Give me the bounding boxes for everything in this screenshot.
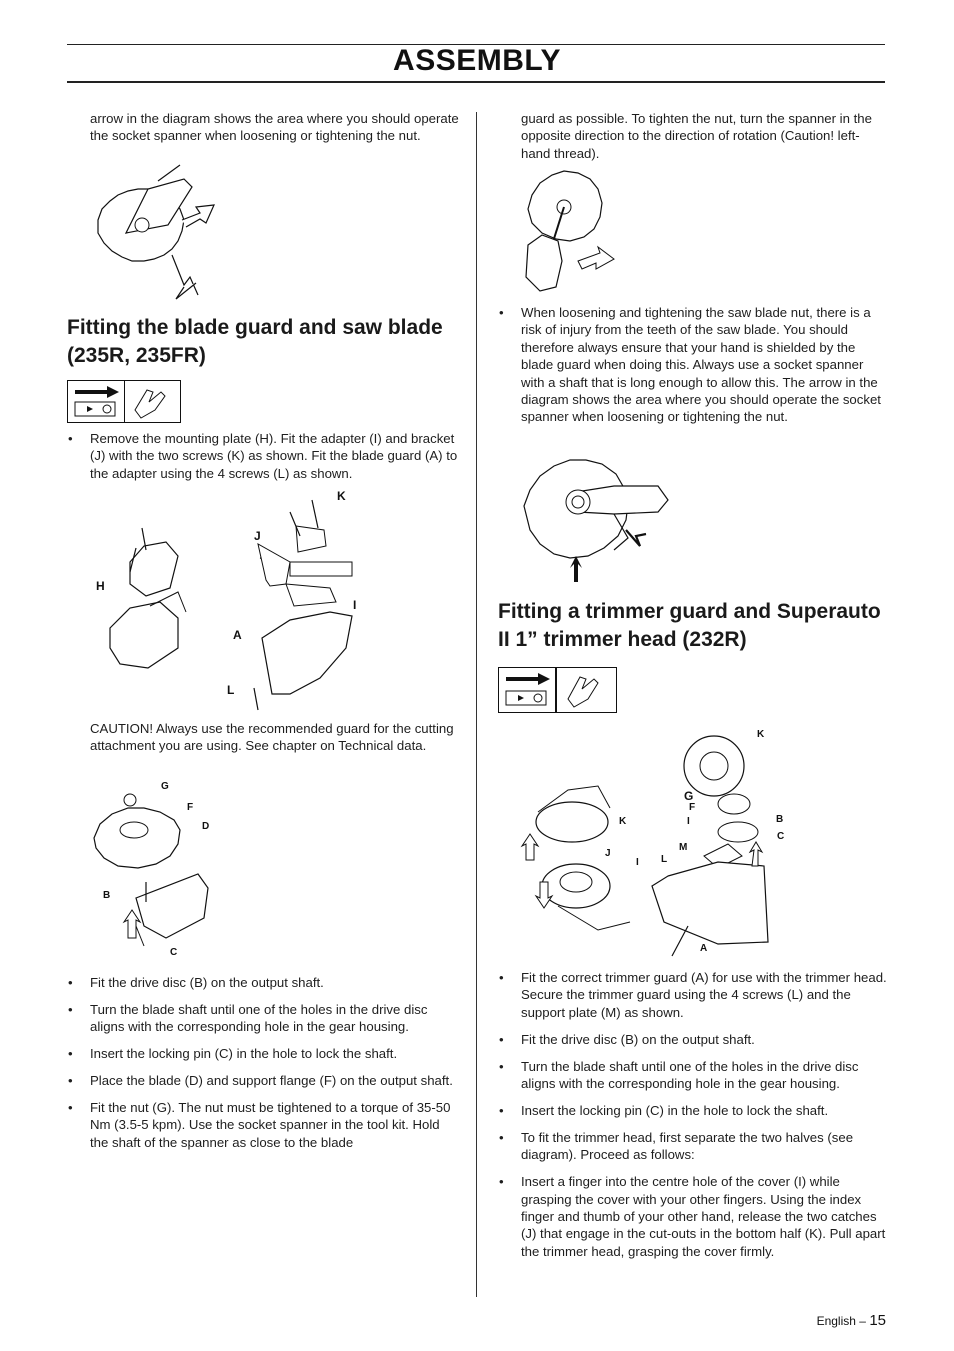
page-title: ASSEMBLY [393, 44, 561, 77]
fig1-label-a: A [233, 628, 242, 642]
fig3-label-j: J [605, 848, 611, 859]
fig1-label-i: I [353, 598, 357, 612]
right-intro-text: guard as possible. To tighten the nut, turn the spanner in the opposite direction to the direction of rotation (Caution! left-hand thread). [521, 111, 872, 161]
fig3-label-f: F [689, 802, 696, 813]
list-item: • Insert the locking pin (C) in the hole to lock the shaft. [499, 1102, 891, 1119]
list-item: • Remove the mounting plate (H). Fit the adapter (I) and bracket (J) with the two screws (K) as shown. Fit the blade guard (A) to the adapter using the 4 screws (L) as shown. [68, 430, 460, 482]
fig3-label-k2: K [619, 816, 627, 827]
fig1-label-k: K [337, 489, 346, 503]
fig2-label-c: C [170, 947, 178, 958]
fig2-label-d: D [202, 821, 210, 832]
fig3-label-c: C [777, 831, 785, 842]
fig3-label-m: M [679, 842, 688, 853]
column-divider [476, 112, 477, 1297]
list-item: • Fit the correct trimmer guard (A) for use with the trimmer head. Secure the trimmer guard using the 4 screws (L) and the support plate (M) as shown. [499, 969, 891, 1021]
fig1-label-h: H [96, 579, 105, 593]
footer-dash: – [859, 1314, 866, 1328]
page-number: 15 [869, 1312, 886, 1329]
saw-blade-socket-figure [88, 165, 218, 300]
blade-stack-figure [88, 778, 218, 958]
fig3-label-a: A [700, 943, 708, 954]
list-item: • Fit the drive disc (B) on the output shaft. [68, 974, 460, 991]
adapter-bracket-figure [90, 488, 355, 710]
fig2-label-b: B [103, 890, 111, 901]
fig3-label-g: G [684, 789, 694, 803]
blade-guard-arrow-figure [518, 452, 673, 587]
bullets-mounting [68, 430, 460, 492]
fig1-label-l: L [227, 683, 235, 697]
list-item: • Insert a finger into the centre hole of the cover (I) while grasping the cover with your other fingers. Using the index finger and thumb of your other hand, release the two catches (J) that engage in the cut-outs in the bottom half (K). Pull apart the trimmer head, grasping the cover firmly. [499, 1173, 891, 1260]
section-heading-blade-guard: Fitting the blade guard and saw blade (235R, 235FR) [67, 316, 443, 367]
list-item: • Turn the blade shaft until one of the holes in the drive disc aligns with the corresponding hole in the gear housing. [499, 1058, 891, 1093]
footer-language: English [816, 1314, 856, 1328]
fig3-label-b: B [776, 814, 784, 825]
spanner-tightening-figure [518, 165, 618, 295]
trimmer-head-figure [518, 726, 798, 956]
list-item: • To fit the trimmer head, first separate the two halves (see diagram). Proceed as follows: [499, 1129, 891, 1164]
bullets-trimmer [499, 969, 891, 1270]
list-item: • Place the blade (D) and support flange (F) on the output shaft. [68, 1072, 460, 1089]
safety-icon-box [67, 380, 181, 423]
page-footer [817, 1312, 886, 1329]
list-item: • When loosening and tightening the saw blade nut, there is a risk of injury from the teeth of the saw blade. You should therefore always ensure that your hand is shielded by the blade guard when doing this. Always use a socket spanner with a shaft that is long enough to allow this. The arrow in the diagram shows the area where you should operate the socket spanner when loosening or tightening the nut. [499, 304, 887, 426]
safety-icon-box-2 [498, 667, 617, 713]
list-item: • Insert the locking pin (C) in the hole to lock the shaft. [68, 1045, 460, 1062]
fig3-label-i2: I [636, 857, 639, 868]
list-item: • Turn the blade shaft until one of the holes in the drive disc aligns with the corresponding hole in the gear housing. [68, 1001, 460, 1036]
bullets-drive-disc [68, 974, 460, 1161]
header-rule-bottom [67, 81, 885, 83]
list-item: • Fit the nut (G). The nut must be tightened to a torque of 35-50 Nm (3.5-5 kpm). Use the socket spanner in the tool kit. Hold the shaft of the spanner as close to the blade [68, 1099, 460, 1151]
fig1-label-j: J [254, 529, 261, 543]
section-heading-trimmer-guard: Fitting a trimmer guard and Superauto II 1” trimmer head (232R) [498, 600, 881, 651]
fig3-label-i1: I [687, 816, 690, 827]
bullets-saw-blade-nut [499, 304, 887, 435]
caution-text: CAUTION! Always use the recommended guard for the cutting attachment you are using. See chapter on Technical data. [90, 721, 454, 754]
fig3-label-l: L [661, 854, 668, 865]
left-intro-text: arrow in the diagram shows the area where you should operate the socket spanner when loosening or tightening the nut. [90, 111, 459, 144]
list-item: • Fit the drive disc (B) on the output shaft. [499, 1031, 891, 1048]
fig2-label-f: F [187, 802, 194, 813]
fig2-label-g: G [161, 781, 169, 792]
fig3-label-k1: K [757, 729, 765, 740]
